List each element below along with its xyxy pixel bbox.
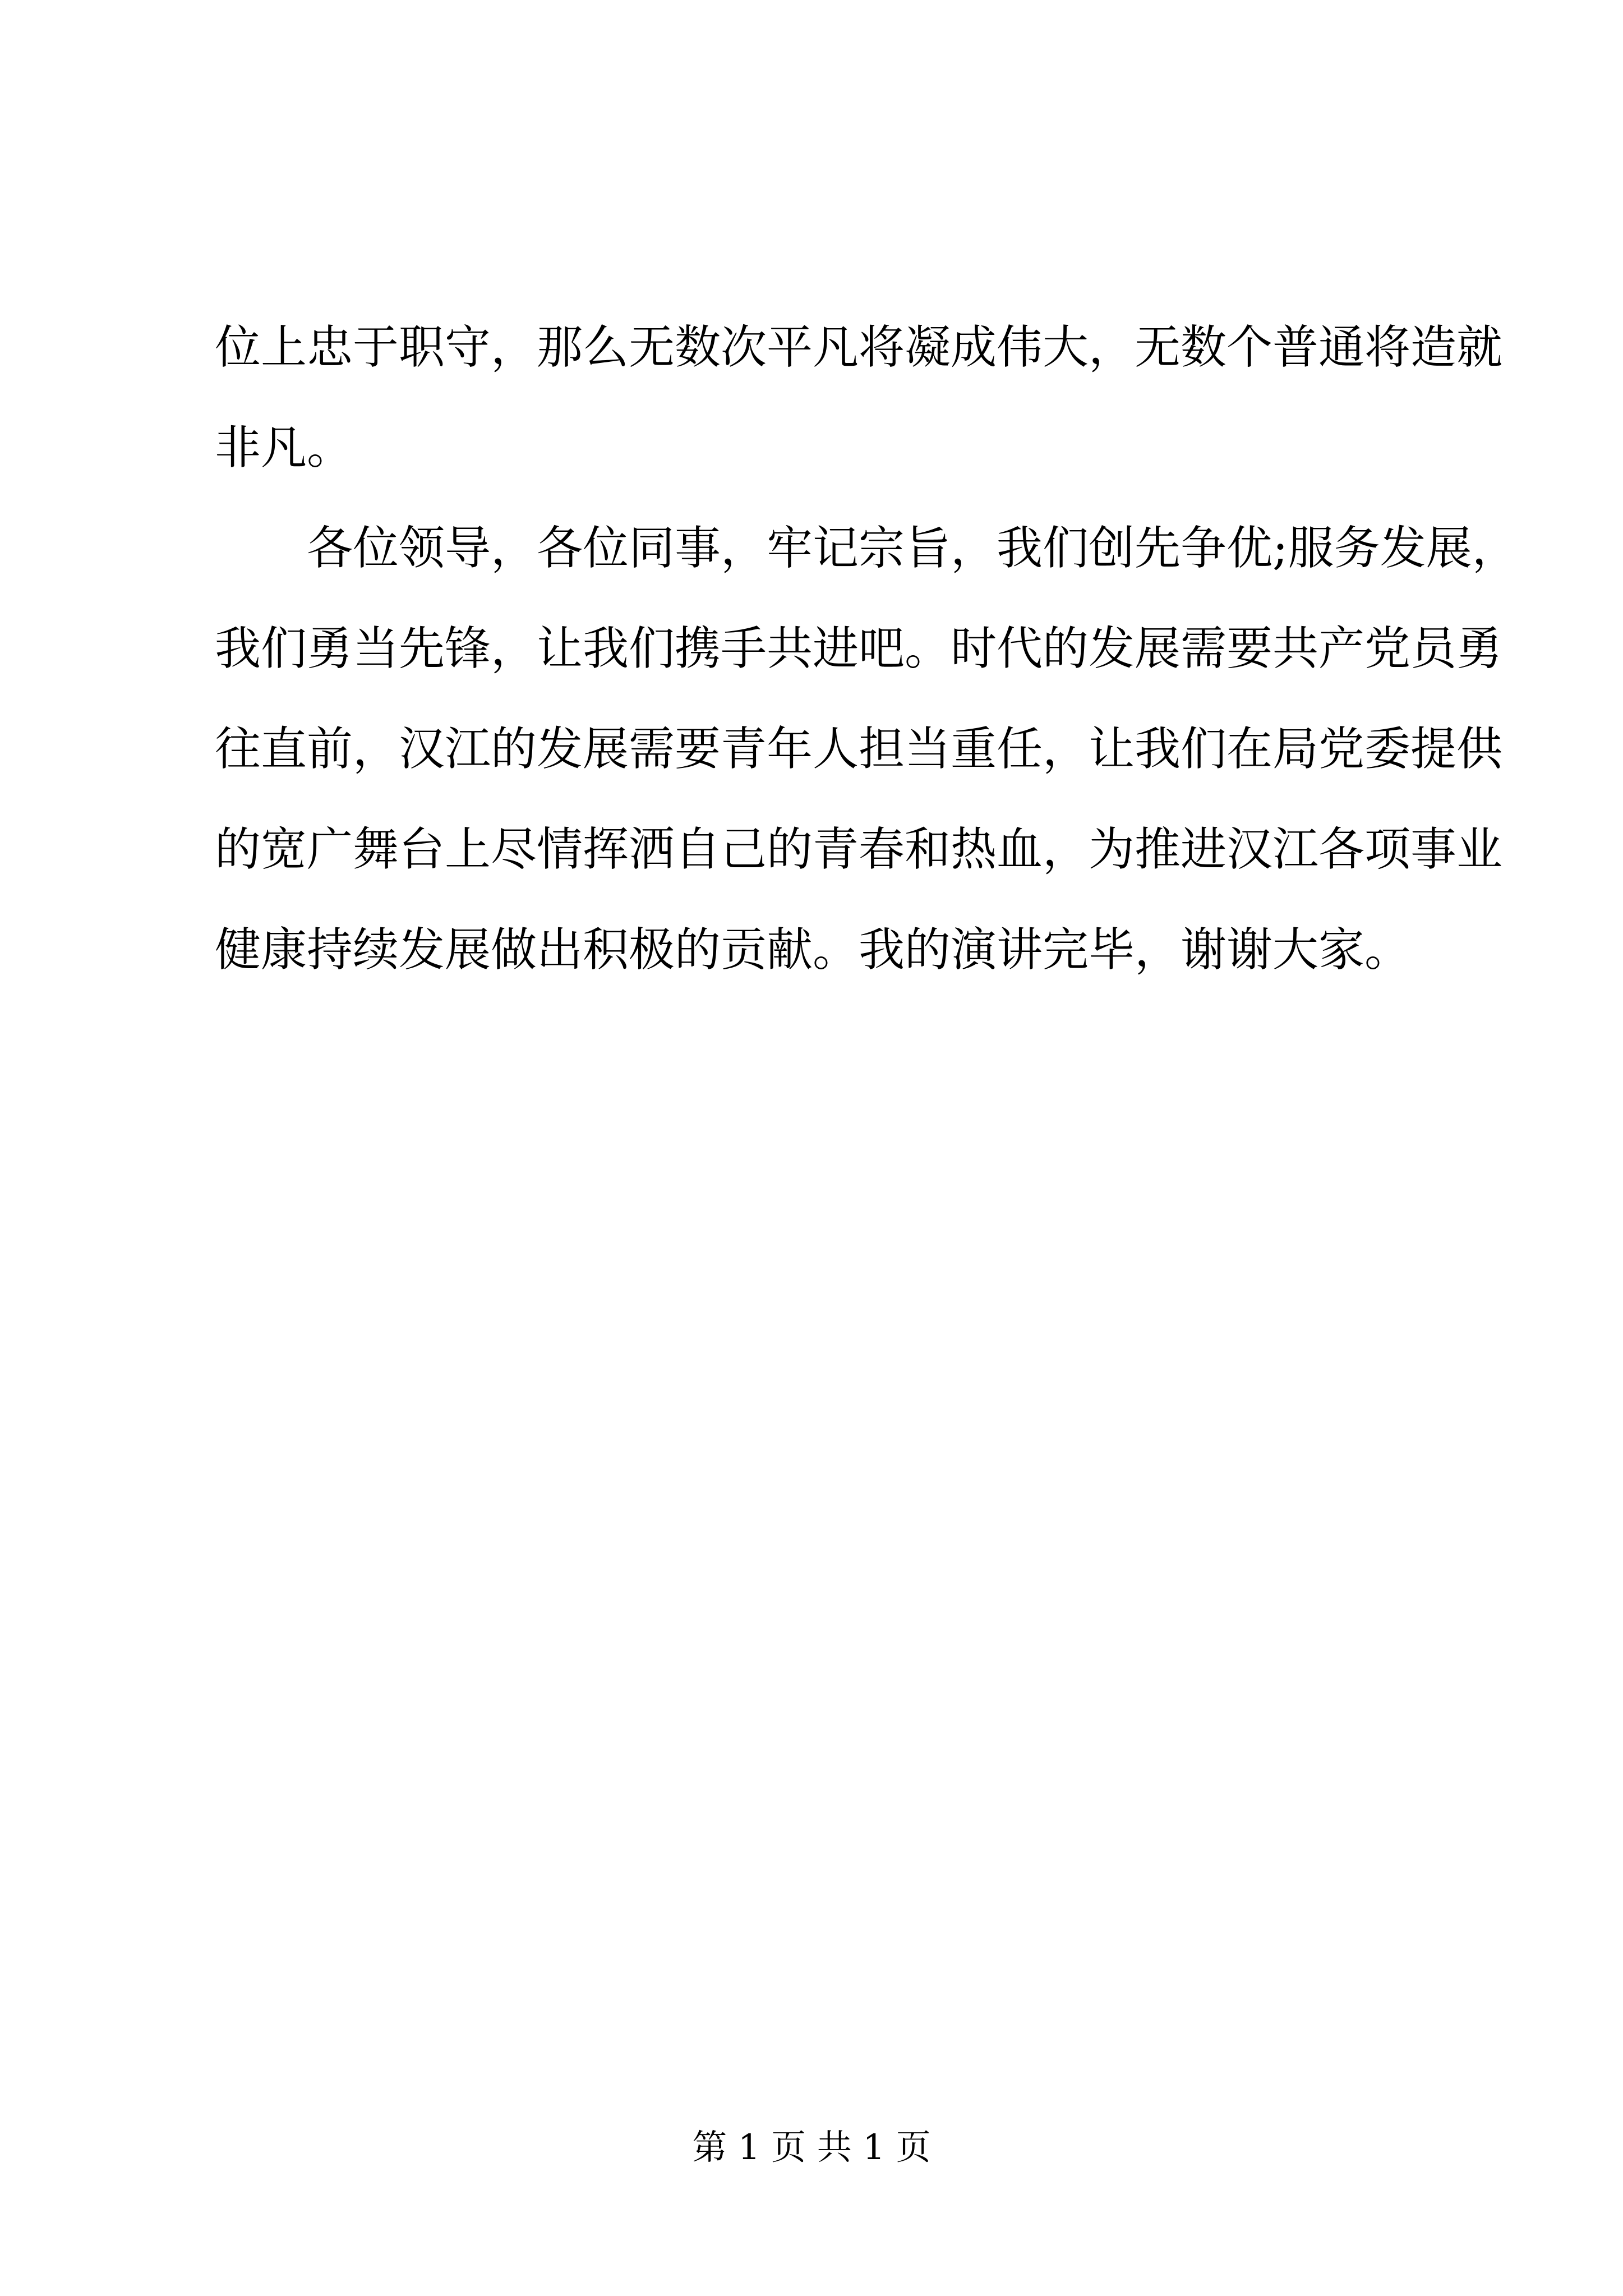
text-line: 位上忠于职守，那么无数次平凡将凝成伟大，无数个普通将造就 (215, 321, 1503, 374)
text-line: 的宽广舞台上尽情挥洒自己的青春和热血，为推进汉江各项事业 (215, 823, 1503, 876)
text-line: 各位领导，各位同事，牢记宗旨，我们创先争优;服务发展， (215, 522, 1518, 575)
text-line: 我们勇当先锋，让我们携手共进吧。时代的发展需要共产党员勇 (215, 622, 1503, 675)
paragraph-2 (215, 498, 1518, 1000)
paragraph-1 (215, 297, 1503, 498)
document-body (215, 297, 1518, 1000)
text-line: 健康持续发展做出积极的贡献。我的演讲完毕，谢谢大家。 (215, 923, 1411, 977)
text-line: 非凡。 (215, 421, 353, 475)
page-number-footer: 第 1 页 共 1 页 (692, 2127, 931, 2168)
text-line: 往直前，汉江的发展需要青年人担当重任，让我们在局党委提供 (215, 723, 1503, 776)
